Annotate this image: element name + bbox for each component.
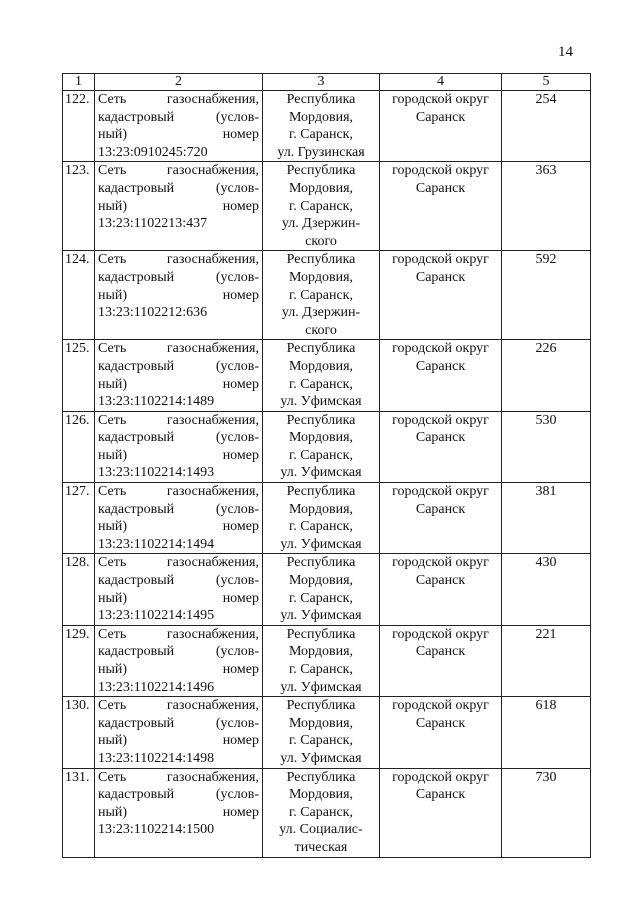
name-word: Сеть	[98, 252, 127, 268]
object-name	[95, 411, 263, 482]
name-line	[98, 358, 259, 376]
name-word: Сеть	[98, 92, 127, 107]
address	[263, 697, 380, 768]
name-word: номер	[222, 127, 259, 143]
address	[263, 91, 380, 162]
name-word: номер	[222, 662, 259, 677]
cadastral-number: 13:23:0910245:720	[98, 144, 208, 160]
object-name	[95, 697, 263, 768]
table-header-row	[63, 74, 591, 91]
name-line	[98, 109, 259, 127]
municipality	[380, 625, 502, 696]
name-word: кадастровый	[98, 787, 175, 803]
municipality-line: городской округ	[392, 555, 489, 571]
address-line: Республика	[286, 163, 356, 179]
address-line: Мордовия,	[288, 358, 354, 374]
municipality-line: городской округ	[392, 252, 489, 268]
address-line: Республика	[286, 626, 356, 642]
address-line: г. Саранск,	[289, 287, 353, 303]
address-line: Мордовия,	[288, 109, 354, 125]
name-line	[98, 447, 259, 465]
column-header: 5	[502, 74, 591, 91]
municipality-line: Саранск	[415, 787, 466, 803]
name-word: газоснабжения,	[166, 92, 259, 107]
address	[263, 625, 380, 696]
name-line	[98, 429, 259, 447]
address	[263, 251, 380, 340]
municipality	[380, 554, 502, 625]
name-line	[98, 198, 259, 216]
municipality-line: Саранск	[415, 573, 466, 589]
municipality-line: городской округ	[392, 484, 489, 500]
table-row	[63, 411, 591, 482]
name-word: номер	[222, 376, 259, 392]
name-line	[98, 269, 259, 287]
name-word: Сеть	[98, 484, 127, 500]
address-line: Мордовия,	[288, 180, 354, 196]
municipality-line: городской округ	[392, 626, 489, 642]
municipality-line: Саранск	[415, 644, 466, 660]
object-name	[95, 340, 263, 411]
name-line	[98, 732, 259, 750]
name-line	[98, 501, 259, 519]
municipality-line: городской округ	[392, 769, 489, 785]
object-name	[95, 483, 263, 554]
address-line: г. Саранск,	[289, 662, 353, 677]
name-word: (услов-	[215, 269, 259, 285]
address-line: ул. Дзержин-	[281, 216, 361, 232]
object-name	[95, 162, 263, 251]
column-header: 4	[380, 74, 502, 91]
length-value: 363	[502, 162, 591, 251]
name-word: Сеть	[98, 698, 127, 714]
name-word: Сеть	[98, 769, 127, 785]
address-line: Республика	[286, 769, 356, 785]
address-line: ул. Уфимская	[280, 750, 362, 766]
address	[263, 483, 380, 554]
name-word: Сеть	[98, 163, 127, 179]
name-word: кадастровый	[98, 430, 175, 446]
address-line: Республика	[286, 555, 356, 571]
name-line	[98, 251, 259, 269]
name-line	[98, 643, 259, 661]
address-line: ул. Социалис-	[279, 822, 363, 838]
name-word: газоснабжения,	[166, 698, 259, 714]
name-word: ный)	[98, 733, 128, 749]
address	[263, 411, 380, 482]
address-line: ул. Уфимская	[280, 394, 362, 410]
name-word: (услов-	[215, 715, 259, 731]
row-number: 125.	[63, 340, 95, 411]
table-row	[63, 340, 591, 411]
name-line	[98, 126, 259, 144]
name-word: кадастровый	[98, 269, 175, 285]
name-line	[98, 715, 259, 733]
municipality-line: городской округ	[392, 92, 489, 107]
cadastral-number: 13:23:1102213:437	[98, 216, 208, 232]
name-word: газоснабжения,	[166, 555, 259, 571]
address-line: г. Саранск,	[289, 376, 353, 392]
name-line	[98, 769, 259, 787]
length-value: 381	[502, 483, 591, 554]
municipality-line: Саранск	[415, 430, 466, 446]
name-word: ный)	[98, 127, 128, 143]
name-word: ный)	[98, 662, 128, 677]
name-word: кадастровый	[98, 180, 175, 196]
name-word: газоснабжения,	[166, 412, 259, 428]
address-line: ул. Грузинская	[277, 144, 365, 160]
name-word: (услов-	[215, 180, 259, 196]
length-value: 226	[502, 340, 591, 411]
name-word: ный)	[98, 287, 128, 303]
object-name	[95, 251, 263, 340]
address-line: г. Саранск,	[289, 198, 353, 214]
address-line: Республика	[286, 698, 356, 714]
name-word: кадастровый	[98, 715, 175, 731]
table-row	[63, 251, 591, 340]
address	[263, 768, 380, 857]
address-line: г. Саранск,	[289, 127, 353, 143]
address-line: Республика	[286, 412, 356, 428]
municipality-line: городской округ	[392, 341, 489, 357]
name-line	[98, 162, 259, 180]
name-line	[98, 376, 259, 394]
name-line	[98, 412, 259, 430]
name-line	[98, 287, 259, 305]
name-word: ный)	[98, 519, 128, 535]
address-line: Республика	[286, 92, 356, 107]
name-word: ный)	[98, 376, 128, 392]
name-line	[98, 180, 259, 198]
name-word: ный)	[98, 590, 128, 606]
municipality-line: Саранск	[415, 501, 466, 517]
name-line	[98, 518, 259, 536]
cadastral-number: 13:23:1102214:1495	[98, 608, 215, 624]
row-number: 131.	[63, 768, 95, 857]
municipality	[380, 162, 502, 251]
address-line: Мордовия,	[288, 269, 354, 285]
row-number: 130.	[63, 697, 95, 768]
municipality	[380, 251, 502, 340]
length-value: 430	[502, 554, 591, 625]
name-line	[98, 340, 259, 358]
address-line: ского	[305, 322, 337, 338]
address-line: ул. Уфимская	[280, 465, 362, 481]
name-word: ный)	[98, 804, 128, 820]
address-line: г. Саранск,	[289, 733, 353, 749]
name-word: газоснабжения,	[166, 769, 259, 785]
cadastral-number: 13:23:1102214:1500	[98, 822, 215, 838]
name-word: газоснабжения,	[166, 626, 259, 642]
name-line	[98, 590, 259, 608]
address-line: г. Саранск,	[289, 590, 353, 606]
name-word: номер	[222, 590, 259, 606]
name-word: (услов-	[215, 109, 259, 125]
municipality-line: городской округ	[392, 698, 489, 714]
cadastral-number: 13:23:1102214:1496	[98, 679, 215, 695]
address-line: Республика	[286, 484, 356, 500]
municipality-line: городской округ	[392, 163, 489, 179]
municipality	[380, 768, 502, 857]
municipality	[380, 483, 502, 554]
name-word: газоснабжения,	[166, 484, 259, 500]
length-value: 592	[502, 251, 591, 340]
name-word: ный)	[98, 198, 128, 214]
cadastral-number: 13:23:1102214:1498	[98, 750, 215, 766]
page-number: 14	[558, 44, 573, 60]
name-word: Сеть	[98, 341, 127, 357]
row-number: 124.	[63, 251, 95, 340]
name-word: (услов-	[215, 644, 259, 660]
name-word: (услов-	[215, 787, 259, 803]
name-word: (услов-	[215, 573, 259, 589]
row-number: 122.	[63, 91, 95, 162]
table-row	[63, 697, 591, 768]
name-word: (услов-	[215, 430, 259, 446]
address-line: Мордовия,	[288, 430, 354, 446]
table-row	[63, 625, 591, 696]
municipality	[380, 340, 502, 411]
column-header: 2	[95, 74, 263, 91]
municipality-line: Саранск	[415, 109, 466, 125]
length-value: 730	[502, 768, 591, 857]
address-line: г. Саранск,	[289, 447, 353, 463]
name-line	[98, 804, 259, 822]
municipality	[380, 697, 502, 768]
municipality	[380, 91, 502, 162]
table-row	[63, 768, 591, 857]
address-line: ул. Уфимская	[280, 679, 362, 695]
row-number: 126.	[63, 411, 95, 482]
name-word: номер	[222, 287, 259, 303]
name-word: номер	[222, 519, 259, 535]
address	[263, 554, 380, 625]
cadastral-number: 13:23:1102214:1489	[98, 394, 215, 410]
name-line	[98, 626, 259, 644]
name-word: кадастровый	[98, 358, 175, 374]
name-word: Сеть	[98, 626, 127, 642]
registry-table	[62, 73, 591, 858]
cadastral-number: 13:23:1102212:636	[98, 305, 208, 321]
row-number: 123.	[63, 162, 95, 251]
name-word: ный)	[98, 447, 128, 463]
address-line: Республика	[286, 341, 356, 357]
row-number: 128.	[63, 554, 95, 625]
table-row	[63, 91, 591, 162]
length-value: 530	[502, 411, 591, 482]
name-word: (услов-	[215, 358, 259, 374]
municipality-line: городской округ	[392, 412, 489, 428]
address	[263, 162, 380, 251]
table-row	[63, 162, 591, 251]
name-word: Сеть	[98, 412, 127, 428]
table-row	[63, 483, 591, 554]
municipality	[380, 411, 502, 482]
cadastral-number: 13:23:1102214:1494	[98, 536, 215, 552]
municipality-line: Саранск	[415, 269, 466, 285]
name-word: кадастровый	[98, 573, 175, 589]
address-line: Мордовия,	[288, 644, 354, 660]
municipality-line: Саранск	[415, 715, 466, 731]
name-line	[98, 572, 259, 590]
name-word: кадастровый	[98, 644, 175, 660]
object-name	[95, 768, 263, 857]
name-line	[98, 697, 259, 715]
object-name	[95, 91, 263, 162]
address-line: Мордовия,	[288, 573, 354, 589]
table-row	[63, 554, 591, 625]
name-word: номер	[222, 198, 259, 214]
name-line	[98, 483, 259, 501]
name-word: кадастровый	[98, 109, 175, 125]
name-word: номер	[222, 733, 259, 749]
name-word: газоснабжения,	[166, 163, 259, 179]
name-word: газоснабжения,	[166, 341, 259, 357]
name-line	[98, 554, 259, 572]
name-word: номер	[222, 447, 259, 463]
address-line: Мордовия,	[288, 715, 354, 731]
object-name	[95, 625, 263, 696]
column-header: 3	[263, 74, 380, 91]
address-line: Мордовия,	[288, 501, 354, 517]
name-word: кадастровый	[98, 501, 175, 517]
address	[263, 340, 380, 411]
cadastral-number: 13:23:1102214:1493	[98, 465, 215, 481]
municipality-line: Саранск	[415, 358, 466, 374]
name-word: Сеть	[98, 555, 127, 571]
row-number: 129.	[63, 625, 95, 696]
length-value: 221	[502, 625, 591, 696]
name-line	[98, 786, 259, 804]
object-name	[95, 554, 263, 625]
address-line: г. Саранск,	[289, 804, 353, 820]
name-word: газоснабжения,	[166, 252, 259, 268]
municipality-line: Саранск	[415, 180, 466, 196]
address-line: Республика	[286, 252, 356, 268]
name-line	[98, 661, 259, 679]
address-line: ул. Уфимская	[280, 608, 362, 624]
length-value: 618	[502, 697, 591, 768]
name-word: (услов-	[215, 501, 259, 517]
column-header: 1	[63, 74, 95, 91]
row-number: 127.	[63, 483, 95, 554]
name-word: номер	[222, 804, 259, 820]
address-line: Мордовия,	[288, 787, 354, 803]
address-line: ского	[305, 233, 337, 249]
address-line: ул. Дзержин-	[281, 305, 361, 321]
length-value: 254	[502, 91, 591, 162]
name-line	[98, 91, 259, 109]
address-line: тическая	[294, 839, 348, 855]
address-line: ул. Уфимская	[280, 536, 362, 552]
address-line: г. Саранск,	[289, 519, 353, 535]
